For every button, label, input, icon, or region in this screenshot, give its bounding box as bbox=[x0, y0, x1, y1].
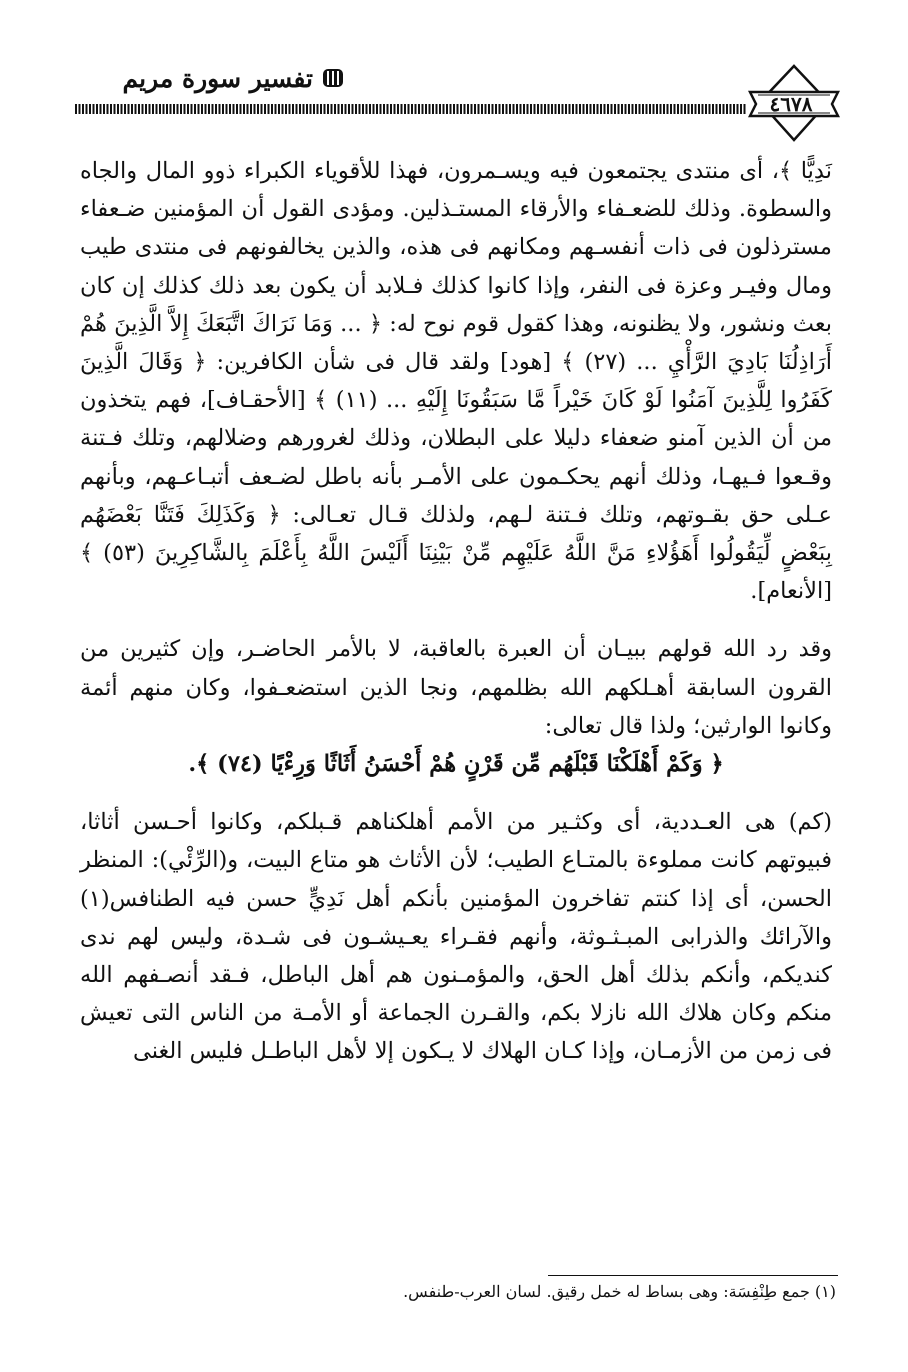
paragraph-1: نَدِيًّا ﴾، أى منتدى يجتمعون فيه ويسـمرون، فهذا للأقوياء الكبراء ذوو المال والجاه والسطوة. وذلك للضعـفاء والأرقاء المستـذلين. ومؤدى القول أن المؤمنين ضـعفاء مسترذلون فى ذات أنفسـهم ومكانهم فى هذه، والذين يخالفونهم فى منتدى طيب ومال وفيـر وعزة فى النفر، وإذا كانوا كذلك فـلابد أن يكون بعد ذلك كذلك إن كان بعث ونشور، ولا يظنونه، وهذا كقول قوم نوح له: ﴿ ... وَمَا نَرَاكَ اتَّبَعَكَ إِلاَّ الَّذِينَ هُمْ أَرَاذِلُنَا بَادِيَ الرَّأْيِ ... (٢٧) ﴾ [هود] ولقد قال فى شأن الكافرين: ﴿ وَقَالَ الَّذِينَ كَفَرُوا لِلَّذِينَ آمَنُوا لَوْ كَانَ خَيْراً مَّا سَبَقُونَا إِلَيْهِ ... (١١) ﴾ [الأحقـاف]، فهم يتخذون من أن الذين آمنو ضعفاء دليلا على البطلان، وذلك لغرورهم وضلالهم، وتلك فـتنة وقـعوا فـيهـا، وذلك أنهم يحكـمون على الأمـر بأنه باطل لضـعف أتبـاعـهم، وبأنهم عـلى حق بقـوتهم، وتلك فـتنة لـهم، ولذلك قـال تعـالى: ﴿ وَكَذَلِكَ فَتَنَّا بَعْضَهُم بِبَعْضٍ لِّيَقُولُوا أَهَؤُلاءِ مَنَّ اللَّهُ عَلَيْهِم مِّنْ بَيْنِنَا أَلَيْسَ اللَّهُ بِأَعْلَمَ بِالشَّاكِرِينَ (٥٣) ﴾ [الأنعام]. bbox=[80, 158, 832, 605]
quran-verse: ﴿ وَكَمْ أَهْلَكْنَا قَبْلَهُم مِّن قَرْنٍ هُمْ أَحْسَنُ أَثَاثًا وَرِءْيًا (٧٤) ﴾. bbox=[188, 751, 724, 778]
footnote-divider bbox=[548, 1275, 838, 1276]
running-title: تفسير سورة مريم bbox=[122, 64, 313, 93]
footnote: (١) جمع طِنْفِسَة: وهى بساط له خمل رقيق. لسان العرب-طنفس. bbox=[403, 1282, 836, 1301]
header-rule bbox=[75, 104, 747, 114]
page-header bbox=[0, 0, 908, 140]
ornament-icon bbox=[322, 66, 344, 90]
paragraph-3: (كم) هى العـددية، أى وكثـير من الأمم أهلكناهم قـبلكم، وكانوا أحـسن أثاثا، فبيوتهم كانت مملوءة بالمتـاع الطيب؛ لأن الأثاث هو متاع البيت، و(الرِّئْي): المنظر الحسن، أى إذا كنتم تفاخرون المؤمنين بأنكم أهل نَدِيٍّ حسن فيه الطنافس(١) والآرائك والذرابى المبـثـوثة، وأنهم فقـراء يعـيشـون فى شـدة، وليس لهم ندى كنديكم، وأنكم بذلك أهل الحق، والمؤمـنون هم أهل الباطل، فـقد أنصـفهم الله منكم وكان هلاك الله نازلا بكم، والقـرن الجماعة أو الأمـة من الناس التى تعيش فى زمن من الأزمـان، وإذا كـان الهلاك لا يـكون إلا لأهل الباطـل فليس الغنى bbox=[80, 809, 832, 1065]
body-text bbox=[80, 152, 832, 1071]
paragraph-2: وقد رد الله قولهم ببيـان أن العبرة بالعاقبة، لا بالأمر الحاضـر، وإن كثيرين من القرون السابقة أهـلكهم الله بظلمهم، ونجا الذين استضعـفوا، وكان منهم أئمة وكانوا الوارثين؛ ولذا قال تعالى: bbox=[80, 636, 832, 739]
page-number: ٤٦٧٨ bbox=[769, 92, 813, 116]
